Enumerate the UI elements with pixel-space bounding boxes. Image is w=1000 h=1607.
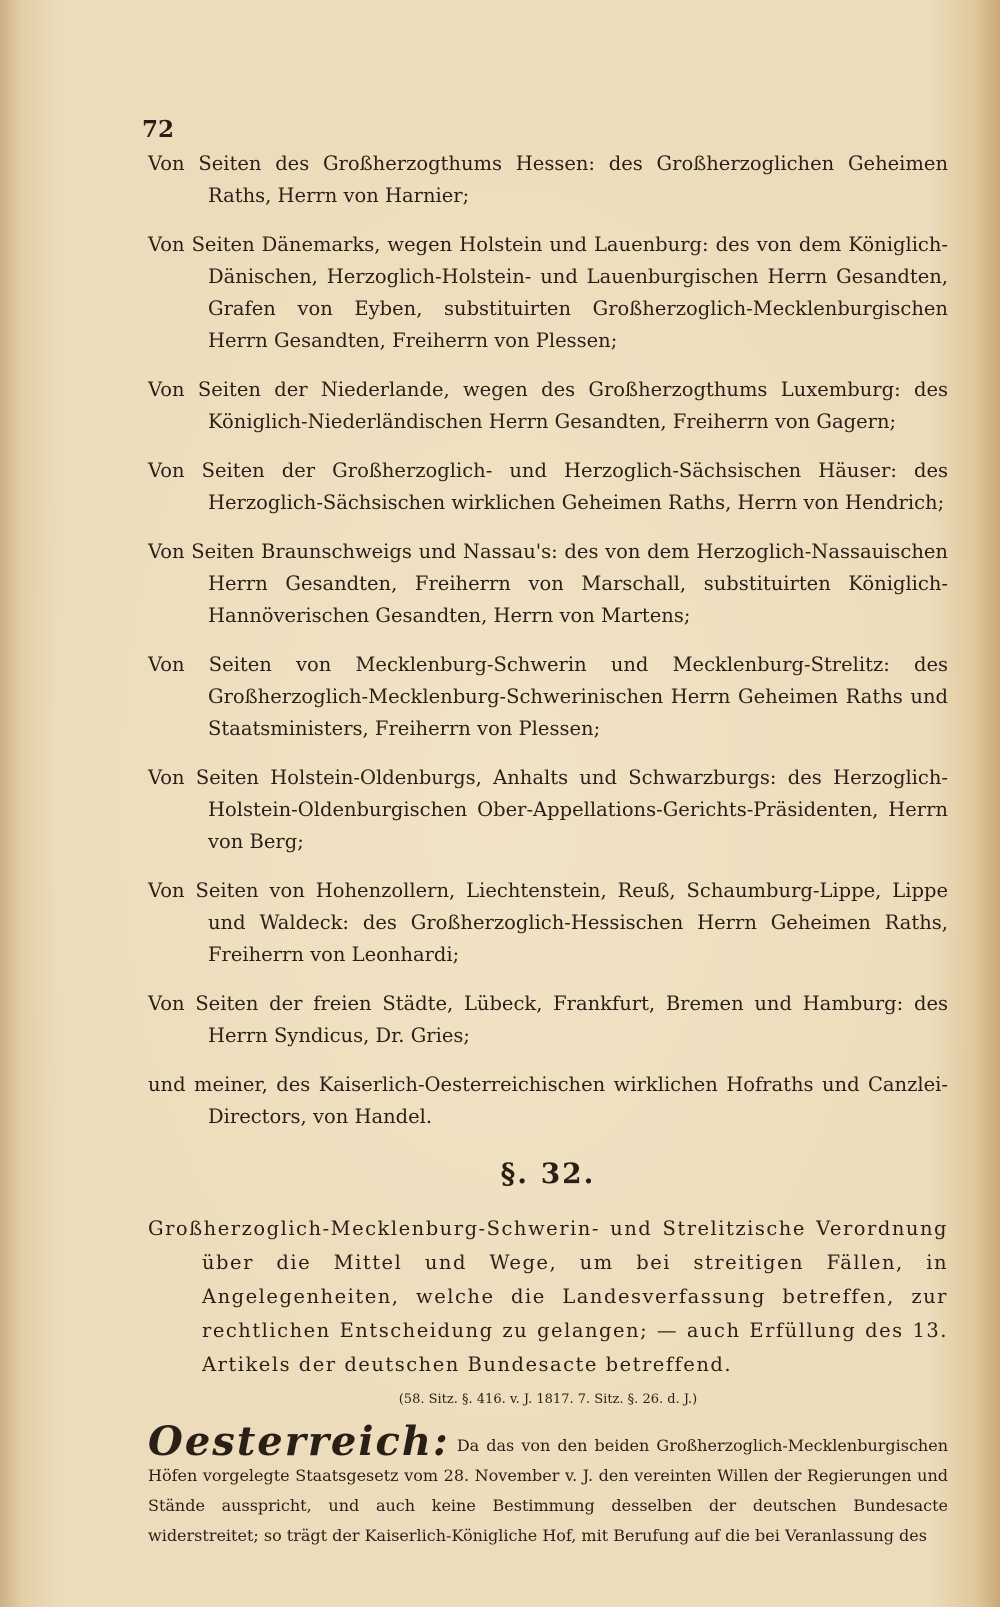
entry-niederlande: Von Seiten der Niederlande, wegen des Großherzogthums Luxemburg: des Königlich-Niederländischen Herrn Gesandten, Freiherrn von Gagern; [148, 378, 948, 433]
entry-daenemark: Von Seiten Dänemarks, wegen Holstein und Lauenburg: des von dem Königlich-Dänischen, Herzoglich-Holstein- und Lauenburgischen Herrn Gesandten, Grafen von Eyben, substituirten Großherzoglich-Mecklenburgischen Herrn Gesandten, Freiherrn von Plessen; [148, 233, 948, 352]
entry-hohenzollern: Von Seiten von Hohenzollern, Liechtenstein, Reuß, Schaumburg-Lippe, Lippe und Waldeck: des Großherzoglich-Hessischen Herrn Geheimen Raths, Freiherrn von Leonhardi; [148, 879, 948, 966]
entry-saechsische-haeuser: Von Seiten der Großherzoglich- und Herzoglich-Sächsischen Häuser: des Herzoglich-Sächsischen wirklichen Geheimen Raths, Herrn von Hendrich; [148, 459, 948, 514]
section-reference: (58. Sitz. §. 416. v. J. 1817. 7. Sitz. §. 26. d. J.) [398, 1392, 698, 1407]
page-number: 72 [142, 116, 175, 143]
entry-holstein-oldenburg: Von Seiten Holstein-Oldenburgs, Anhalts und Schwarzburgs: des Herzoglich-Holstein-Oldenburgischen Ober-Appellations-Gerichts-Präsidenten, Herrn von Berg; [148, 766, 948, 853]
entry-freie-staedte: Von Seiten der freien Städte, Lübeck, Frankfurt, Bremen und Hamburg: des Herrn Syndicus, Dr. Gries; [148, 992, 948, 1047]
paragraph-lead: Oesterreich: [148, 1418, 450, 1465]
section-title: Großherzoglich-Mecklenburg-Schwerin- und Strelitzische Verordnung über die Mittel und Wege, um bei streitigen Fällen, in Angelegenheiten, welche die Landesverfassung betreffen, zur rechtlichen Entscheidung zu gelangen; — auch Erfüllung des 13. Artikels der deutschen Bundesacte betreffend. [148, 1217, 948, 1376]
entry-hessen: Von Seiten des Großherzogthums Hessen: des Großherzoglichen Geheimen Raths, Herrn von Harnier; [148, 152, 948, 207]
entry-mecklenburg: Von Seiten von Mecklenburg-Schwerin und Mecklenburg-Strelitz: des Großherzoglich-Mecklenburg-Schwerinischen Herrn Geheimen Raths und Staatsministers, Freiherrn von Plessen; [148, 653, 948, 740]
entry-braunschweig-nassau: Von Seiten Braunschweigs und Nassau's: des von dem Herzoglich-Nassauischen Herrn Gesandten, Freiherrn von Marschall, substituirten Königlich-Hannöverischen Gesandten, Herrn von Martens; [148, 540, 948, 627]
section-paragraph [148, 1418, 948, 1551]
section-heading: §. 32. [500, 1157, 596, 1190]
body-text [148, 148, 948, 1551]
paragraph-text: Da das von den beiden Großherzoglich-Mecklenburgischen Höfen vorgelegte Staatsgesetz vom 28. November v. J. den vereinten Willen der Regierungen und Stände ausspricht, und auch keine Bestimmung desselben der deutschen Bundesacte widerstreitet; so trägt der Kaiserlich-Königliche Hof, mit Berufung auf die bei Veranlassung des [148, 1436, 948, 1545]
entry-oesterreich-signatory: und meiner, des Kaiserlich-Oesterreichischen wirklichen Hofraths und Canzlei-Directors, von Handel. [148, 1073, 948, 1128]
